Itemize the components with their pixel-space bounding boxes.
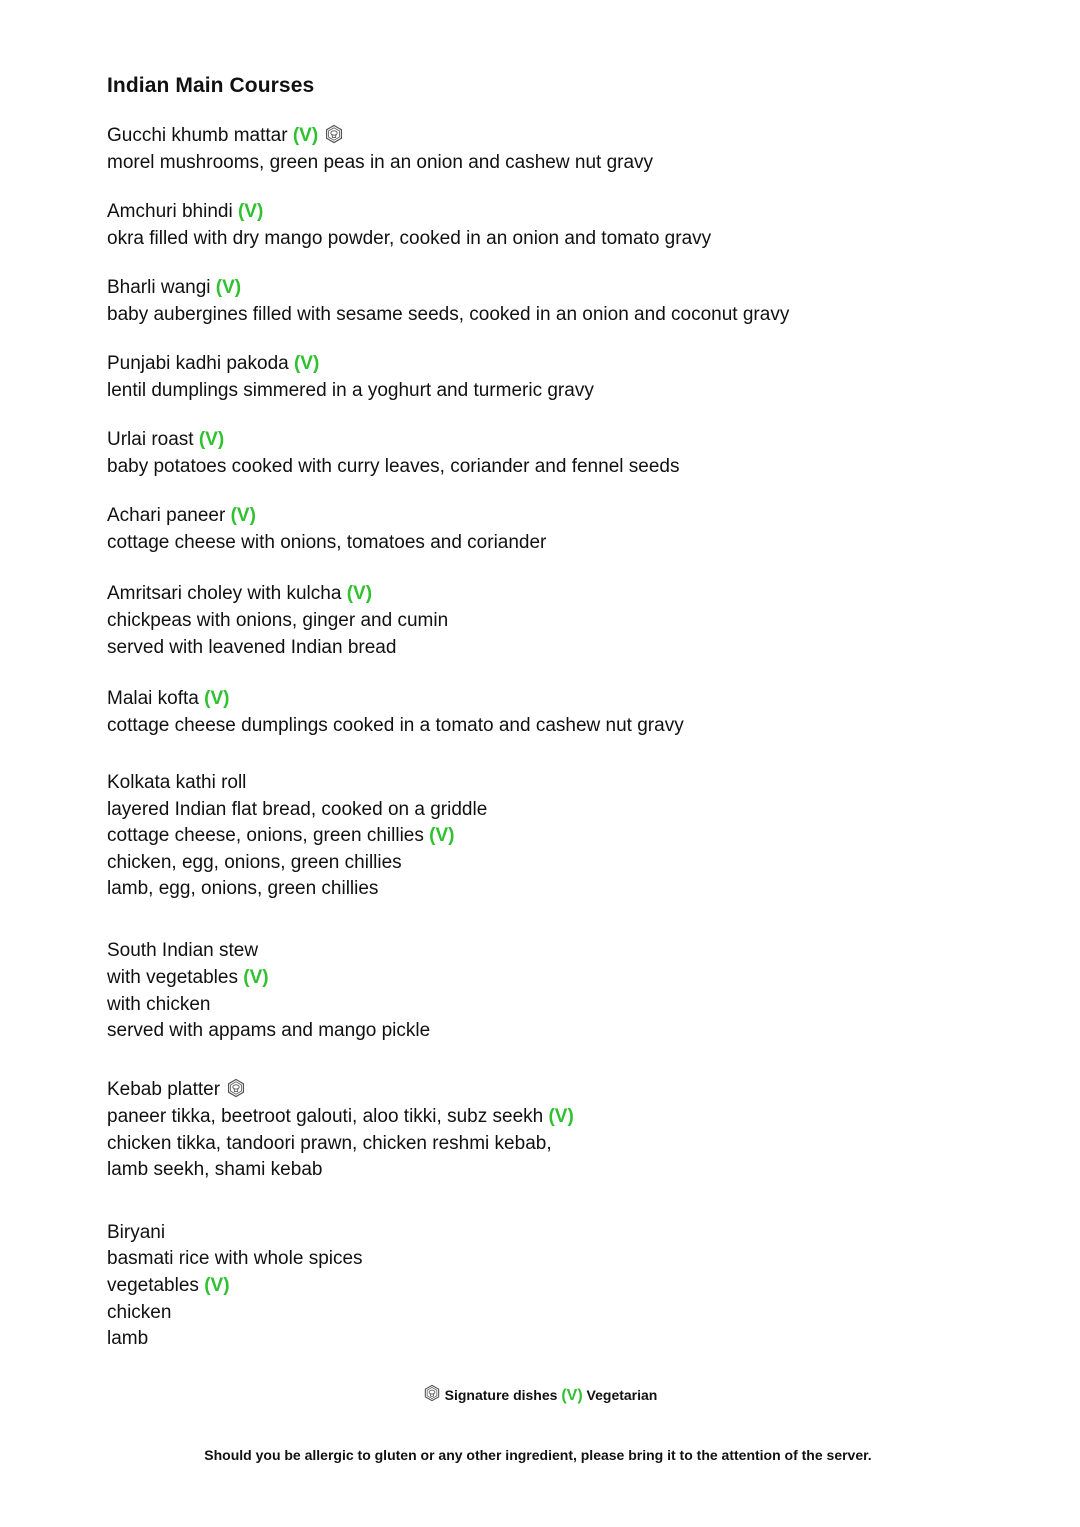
menu-item-description: okra filled with dry mango powder, cooked in an onion and tomato gravy — [107, 228, 712, 249]
legend-vegetarian-label: Vegetarian — [586, 1387, 658, 1403]
signature-dish-icon — [423, 1384, 441, 1402]
vegetarian-tag: (V) — [429, 825, 455, 846]
menu-item-option: with chicken — [107, 994, 211, 1015]
menu-item-name: Malai kofta (V) — [107, 688, 230, 709]
menu-item-description: chickpeas with onions, ginger and cumin — [107, 610, 449, 631]
page-title: Indian Main Courses — [107, 74, 315, 97]
menu-item-description: basmati rice with whole spices — [107, 1248, 363, 1269]
menu-item-name: Amchuri bhindi (V) — [107, 201, 264, 222]
menu-item-name: Biryani — [107, 1222, 166, 1243]
menu-item-name: Amritsari choley with kulcha (V) — [107, 583, 373, 604]
menu-item-option: cottage cheese, onions, green chillies (V) — [107, 825, 455, 846]
vegetarian-tag: (V) — [293, 353, 320, 374]
menu-item-name: South Indian stew — [107, 940, 259, 961]
vegetarian-tag: (V) — [237, 201, 264, 222]
menu-item-option: with vegetables (V) — [107, 967, 269, 988]
menu-item-name: Urlai roast (V) — [107, 429, 225, 450]
menu-item-option: lamb seekh, shami kebab — [107, 1159, 323, 1180]
menu-item-option: vegetables (V) — [107, 1275, 230, 1296]
vegetarian-tag: (V) — [346, 583, 373, 604]
menu-item-description: morel mushrooms, green peas in an onion and cashew nut gravy — [107, 152, 654, 173]
menu-item-description: cottage cheese with onions, tomatoes and coriander — [107, 532, 547, 553]
menu-item-option: lamb, egg, onions, green chillies — [107, 878, 379, 899]
vegetarian-tag: (V) — [243, 967, 269, 988]
signature-dish-icon — [226, 1078, 246, 1098]
vegetarian-tag: (V) — [548, 1106, 574, 1127]
legend-signature-label: Signature dishes — [444, 1387, 558, 1403]
menu-item-description: served with leavened Indian bread — [107, 637, 397, 658]
menu-item-name: Kebab platter — [107, 1078, 246, 1102]
legend — [0, 1384, 1080, 1405]
menu-item-name: Bharli wangi (V) — [107, 277, 242, 298]
menu-item-description: served with appams and mango pickle — [107, 1020, 431, 1041]
menu-item-name: Kolkata kathi roll — [107, 772, 247, 793]
vegetarian-tag: (V) — [198, 429, 225, 450]
menu-item-option: lamb — [107, 1328, 149, 1349]
menu-item-description: baby aubergines filled with sesame seeds, cooked in an onion and coconut gravy — [107, 304, 790, 325]
menu-item-name: Achari paneer (V) — [107, 505, 256, 526]
vegetarian-tag: (V) — [204, 1275, 230, 1296]
vegetarian-tag: (V) — [561, 1387, 583, 1404]
menu-item-name: Gucchi khumb mattar (V) — [107, 124, 344, 148]
vegetarian-tag: (V) — [230, 505, 256, 526]
menu-item-description: baby potatoes cooked with curry leaves, coriander and fennel seeds — [107, 456, 680, 477]
vegetarian-tag: (V) — [204, 688, 230, 709]
vegetarian-tag: (V) — [215, 277, 242, 298]
signature-dish-icon — [324, 124, 344, 144]
menu-item-description: lentil dumplings simmered in a yoghurt and turmeric gravy — [107, 380, 594, 401]
menu-item-description: cottage cheese dumplings cooked in a tomato and cashew nut gravy — [107, 715, 684, 736]
allergy-note: Should you be allergic to gluten or any other ingredient, please bring it to the attention of the server. — [204, 1447, 872, 1463]
menu-item-option: chicken, egg, onions, green chillies — [107, 852, 402, 873]
menu-item-option: chicken — [107, 1302, 172, 1323]
menu-item-option: chicken tikka, tandoori prawn, chicken reshmi kebab, — [107, 1133, 552, 1154]
menu-item-name: Punjabi kadhi pakoda (V) — [107, 353, 320, 374]
menu-item-option: paneer tikka, beetroot galouti, aloo tikki, subz seekh (V) — [107, 1106, 574, 1127]
menu-item-description: layered Indian flat bread, cooked on a griddle — [107, 799, 488, 820]
vegetarian-tag: (V) — [292, 125, 319, 146]
